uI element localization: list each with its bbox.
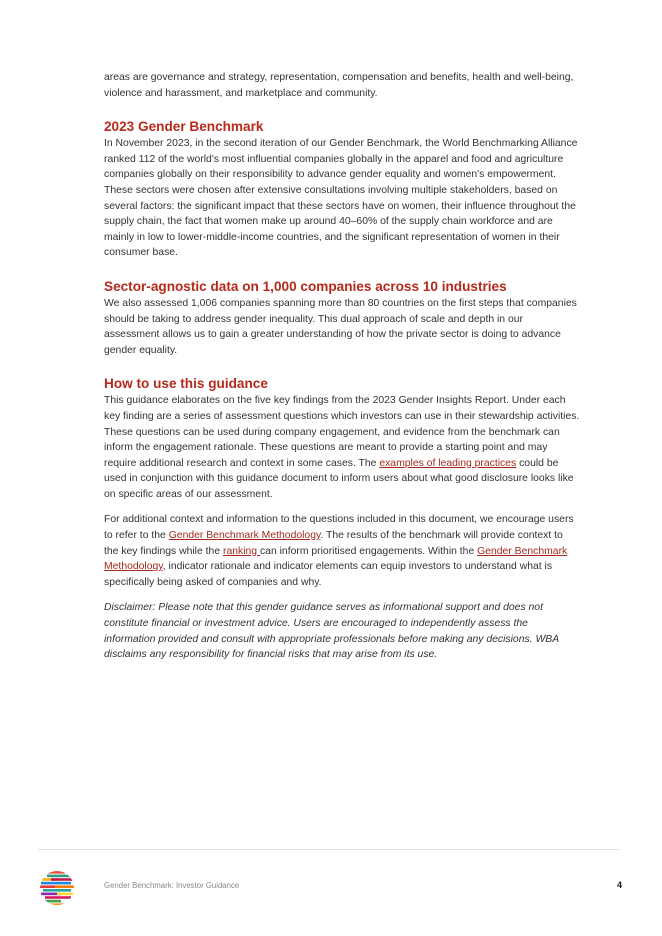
footer-divider [38,849,620,850]
text-span: could be used in conjunction with this guidance document to inform users about what good disclosure looks like on specific areas of our assessment. [104,457,574,500]
methodology-link-2[interactable]: Gender Benchmark Methodology [104,545,568,573]
additional-context-paragraph [104,512,580,590]
text-span: . The results of the benchmark will provide context to the key findings while the [104,530,563,557]
section-heading-sector-agnostic: Sector-agnostic data on 1,000 companies across 10 industries [104,278,507,294]
ranking-link[interactable]: ranking [223,545,260,557]
footer-document-title: Gender Benchmark: Investor Guidance [104,881,240,890]
disclaimer-paragraph: Disclaimer: Please note that this gender guidance serves as informational support and does not constitute financial or investment advice. Users are encouraged to independently assess the information provided and consult with appropriate professionals before making any decisions. WBA disclaims any responsibility for financial risks that may arise from its use. [104,602,559,661]
sector-agnostic-paragraph: We also assessed 1,006 companies spanning more than 80 countries on the first steps that companies should be taking to address gender inequality. This dual approach of scale and depth in our assessment allows us to gain a greater understanding of how the private sector is doing to advance gender equality. [104,297,577,356]
how-to-use-paragraph [104,393,580,502]
wba-logo-icon [39,870,75,906]
benchmark-paragraph: In November 2023, in the second iteration of our Gender Benchmark, the World Benchmarking Alliance ranked 112 of the world's most influential companies globally in the apparel and food and agriculture companies globally on their responsibility to advance gender equality and women's empowerment. These sectors were chosen after extensive consultations involving multiple stakeholders, based on several factors: the significant impact that these sectors have on women, their influence throughout the supply chain, the fact that women make up around 40–60% of the supply chain workforce and are mainly in low to lower-middle-income countries, and the significant representation of women in their consumer base. [104,138,578,259]
intro-paragraph: areas are governance and strategy, representation, compensation and benefits, health and well-being, violence and harassment, and marketplace and community. [104,72,574,99]
text-span: can inform prioritised engagements. Within the [259,545,478,557]
leading-practices-link[interactable]: examples of leading practices [379,457,517,469]
text-span: This guidance elaborates on the five key findings from the 2023 Gender Insights Report. Under each key finding are a series of assessment questions which investors can use in their stewardship activities. These questions can be used during company engagement, and evidence from the benchmark can inform the engagement rationale. These questions are meant to provide a starting point and may require additional research and context in some cases. The [104,395,580,469]
page-content [104,70,580,663]
section-heading-2023-benchmark: 2023 Gender Benchmark [104,119,264,135]
text-span: , indicator rationale and indicator elements can equip investors to understand what is specifically being asked of companies and why. [104,561,553,588]
methodology-link[interactable]: Gender Benchmark Methodology [168,530,321,542]
section-heading-how-to-use: How to use this guidance [104,376,268,392]
text-span: For additional context and information to the questions included in this document, we encourage users to refer to the [104,514,574,542]
page-number: 4 [616,880,622,890]
